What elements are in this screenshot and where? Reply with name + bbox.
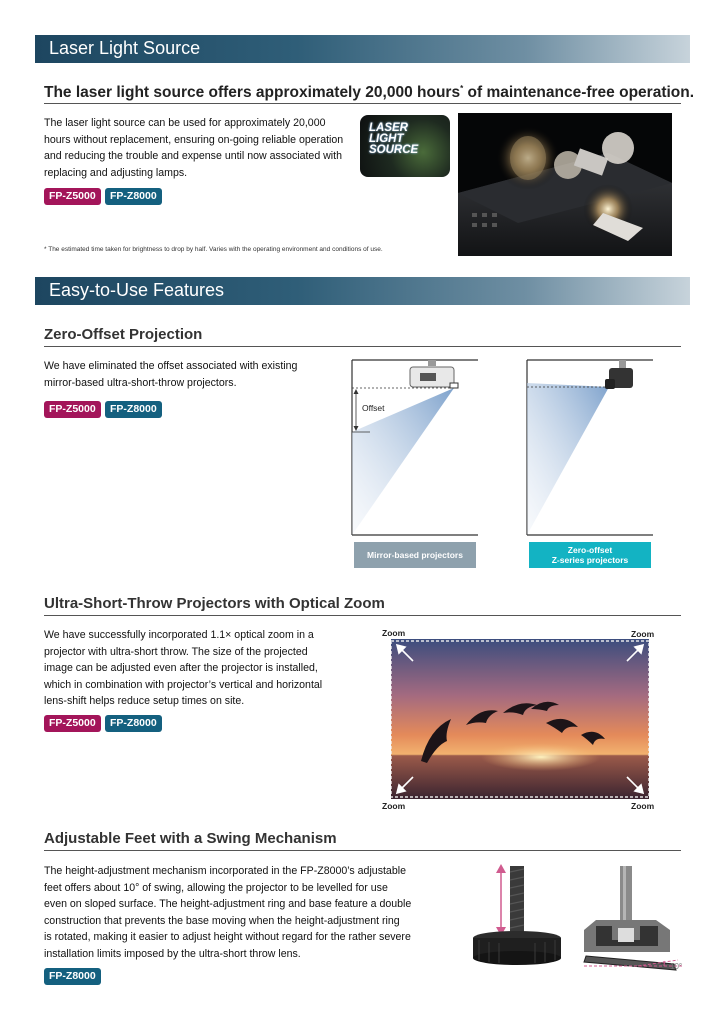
model-badge-fp-z8000: FP-Z8000 [105,715,162,732]
adjustable-foot-photo [465,860,570,975]
ust-title: Ultra-Short-Throw Projectors with Optical Zoom [44,595,385,612]
laser-body: The laser light source can be used for approximately 20,000 hours without replacement, ensuring on-going reliable operation and reducing the trouble and expense until now associated with replacing and adjusting lamps. [44,117,344,179]
zoom-label: Zoom [631,629,655,639]
divider [44,346,681,347]
zero-offset-body: We have eliminated the offset associated with existing mirror-based ultra-short-throw projectors. [44,360,298,389]
feet-body: The height-adjustment mechanism incorporated in the FP-Z8000’s adjustable feet offers about 10° of swing, allowing the projector to be levelled for use even on sloped surface. The height-adjustment ring and base feature a double construction that prevents the base moving when the height-adjustment ring is rotated, making it easier to adjust height without regard for the rather severe installation limits imposed by the ultra-short throw lens. [44,865,412,960]
caption-zero-offset: Zero-offset Z-series projectors [529,542,651,568]
footnote: * The estimated time taken for brightness to drop by half. Varies with the operating environment and conditions of use. [44,246,383,253]
section-banner-laser [35,35,690,63]
divider [44,850,681,851]
laser-light-source-logo: LASER LIGHT SOURCE [360,115,450,177]
model-badge-fp-z8000: FP-Z8000 [105,401,162,418]
dolphin-sunset-photo [391,639,649,799]
model-badge-fp-z5000: FP-Z5000 [44,401,101,418]
model-badge-fp-z5000: FP-Z5000 [44,715,101,732]
projector-photo [458,113,672,256]
model-badge-fp-z8000: FP-Z8000 [105,188,162,205]
ust-body: We have successfully incorporated 1.1× optical zoom in a projector with ultra-short throw. The size of the projected image can be adjusted even after the projector is installed, which in combination with projector’s vertical and horizontal lens-shift helps reduce setup times on site. [44,629,323,707]
feet-title: Adjustable Feet with a Swing Mechanism [44,830,337,847]
banner-title: Laser Light Source [49,38,201,58]
swing-angle-label: 10° [670,962,683,971]
zoom-label: Zoom [382,628,406,638]
divider [44,103,681,104]
laser-headline: The laser light source offers approximately 20,000 hours* of maintenance-free operation. [44,84,695,101]
model-badge-fp-z8000: FP-Z8000 [44,968,101,985]
banner-title: Easy-to-Use Features [49,280,225,300]
offset-label: Offset [362,403,385,413]
zero-offset-projector-diagram [525,355,655,540]
zoom-label: Zoom [631,801,655,811]
caption-mirror-based: Mirror-based projectors [354,542,476,568]
zoom-label: Zoom [382,801,406,811]
mirror-projector-diagram [350,355,480,540]
zero-offset-title: Zero-Offset Projection [44,326,203,343]
foot-cross-section-diagram [578,860,688,975]
model-badge-fp-z5000: FP-Z5000 [44,188,101,205]
section-banner-features [35,277,690,305]
divider [44,615,681,616]
